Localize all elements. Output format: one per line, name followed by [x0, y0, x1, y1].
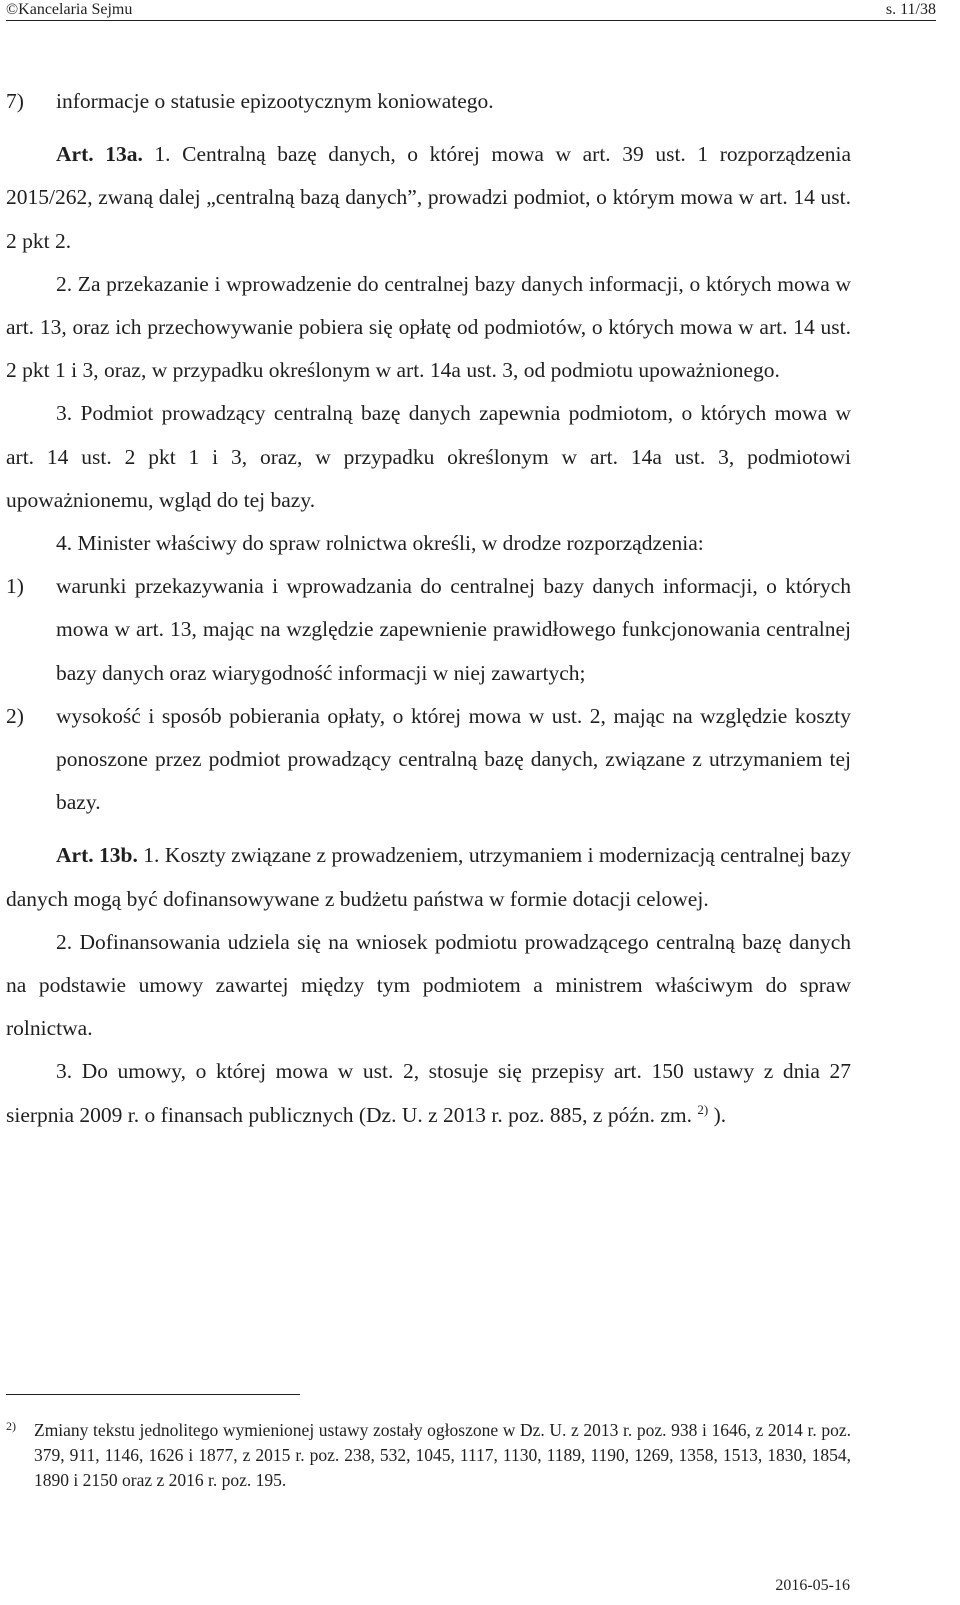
art13b-paragraph-3 [6, 1050, 851, 1136]
paragraph-number: 1. [154, 142, 171, 167]
footnote-separator [6, 1394, 300, 1395]
list-item-2 [6, 695, 851, 825]
paragraph-number: 1. [143, 843, 160, 868]
footnote-reference[interactable]: 2) [697, 1101, 709, 1117]
footnote-text: Zmiany tekstu jednolitego wymienionej ustawy zostały ogłoszone w Dz. U. z 2013 r. poz. 938 i 1646, z 2014 r. poz. 379, 911, 1146, 1626 i 1877, z 2015 r. poz. 238, 532, 1045, 1117, 1130, 1189, 1190, 1269, 1358, 1513, 1830, 1854, 1890 i 2150 oraz z 2016 r. poz. 195. [34, 1420, 851, 1490]
document-body [6, 80, 851, 1137]
paragraph-text: 3. Do umowy, o której mowa w ust. 2, stosuje się przepisy art. 150 ustawy z dnia 27 sierpnia 2009 r. o finansach publicznych (Dz. U. z 2013 r. poz. 885, z późn. zm. [6, 1059, 851, 1127]
footnote [6, 1418, 851, 1493]
footnote-mark: 2) [6, 1419, 16, 1433]
header-page-number: s. 11/38 [885, 1, 936, 18]
art13a-paragraph-3: 3. Podmiot prowadzący centralną bazę danych zapewnia podmiotom, o których mowa w art. 14 ust. 2 pkt 1 i 3, oraz, w przypadku określonym w art. 14a ust. 3, podmiotowi upoważnionemu, wgląd do tej bazy. [6, 401, 851, 512]
list-item-text: warunki przekazywania i wprowadzania do centralnej bazy danych informacji, o których mowa w art. 13, mając na względzie zapewnienie prawidłowego funkcjonowania centralnej bazy danych oraz wiarygodność informacji w niej zawartych; [56, 574, 851, 685]
article-label: Art. 13a. [56, 142, 143, 167]
header-copyright: ©Kancelaria Sejmu [6, 1, 133, 18]
art13b-paragraph-1 [6, 834, 851, 920]
list-item-number: 1) [6, 574, 24, 599]
paragraph-text: Koszty związane z prowadzeniem, utrzymaniem i modernizacją centralnej bazy danych mogą być dofinansowywane z budżetu państwa w formie dotacji celowej. [6, 843, 852, 911]
article-label: Art. 13b. [56, 843, 138, 868]
spacer [6, 123, 851, 133]
art13b-paragraph-2: 2. Dofinansowania udziela się na wniosek podmiotu prowadzącego centralną bazę danych na podstawie umowy zawartej między tym podmiotem a ministrem właściwym do spraw rolnictwa. [6, 929, 851, 1041]
art13a-paragraph-4: 4. Minister właściwy do spraw rolnictwa określi, w drodze rozporządzenia: [56, 531, 704, 556]
list-item-1 [6, 565, 851, 695]
page-header [6, 0, 936, 21]
list-item-7 [6, 80, 851, 123]
list-item-number: 7) [6, 89, 24, 113]
page-footer-date: 2016-05-16 [775, 1577, 850, 1594]
spacer [6, 824, 851, 834]
paragraph-text: Centralną bazę danych, o której mowa w art. 39 ust. 1 rozporządzenia 2015/262, zwaną dalej „centralną bazą danych”, prowadzi podmiot, o którym mowa w art. 14 ust. 2 pkt 2. [6, 142, 852, 253]
paragraph-end: ). [713, 1102, 727, 1127]
art13a-paragraph-1 [6, 133, 851, 263]
list-item-text: informacje o statusie epizootycznym koniowatego. [56, 89, 494, 113]
list-item-text: wysokość i sposób pobierania opłaty, o której mowa w ust. 2, mając na względzie koszty ponoszone przez podmiot prowadzący centralną bazę danych, związane z utrzymaniem tej bazy. [56, 703, 851, 815]
art13a-paragraph-2: 2. Za przekazanie i wprowadzenie do centralnej bazy danych informacji, o których mowa w art. 13, oraz ich przechowywanie pobiera się opłatę od podmiotów, o których mowa w art. 14 ust. 2 pkt 1 i 3, oraz, w przypadku określonym w art. 14a ust. 3, od podmiotu upoważnionego. [6, 271, 851, 383]
list-item-number: 2) [6, 703, 24, 728]
